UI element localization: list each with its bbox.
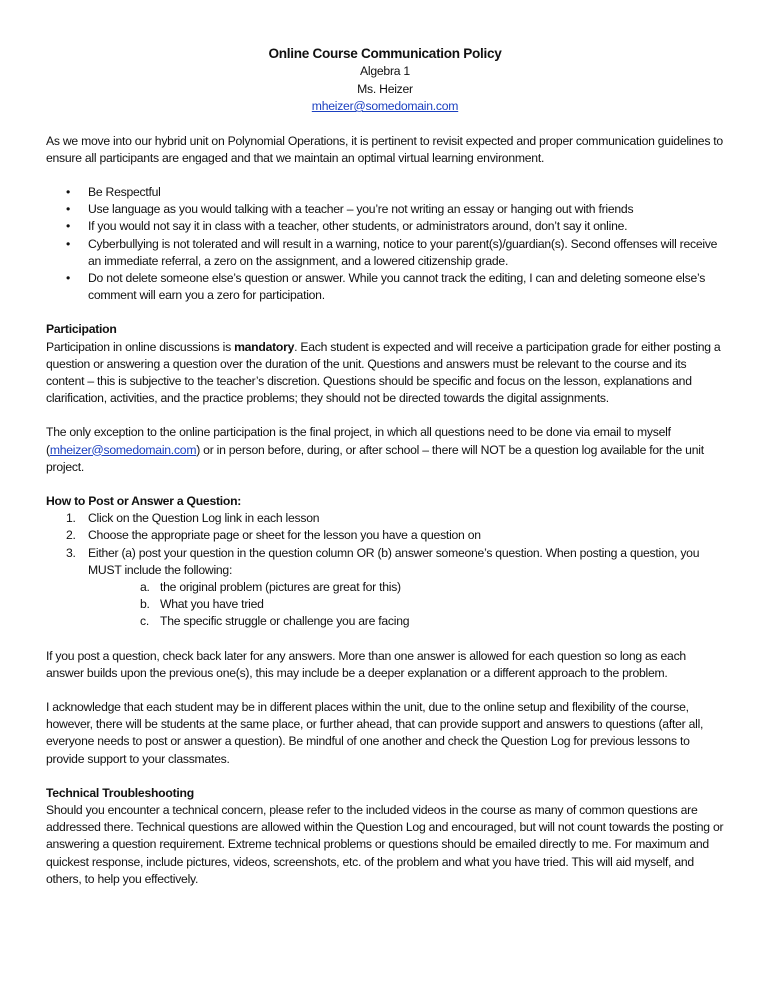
bullet-icon: • <box>66 236 71 251</box>
bullet-icon: • <box>66 219 71 234</box>
teacher-name: Ms. Heizer <box>357 81 413 96</box>
participation-text-start: Participation in online discussions is <box>46 339 235 354</box>
substep-item <box>88 613 724 630</box>
rule-item <box>66 236 724 270</box>
rule-text: Cyberbullying is not tolerated and will result in a warning, notice to your parent(s)/guardian(s). Second offenses will receive an immediate referral, a zero on the assignment, and a lowered citizenship grade. <box>88 236 718 268</box>
step-item <box>46 527 724 544</box>
bullet-icon: • <box>66 184 71 199</box>
step-number: 2. <box>66 528 76 543</box>
rules-list <box>46 184 724 304</box>
bullet-icon: • <box>66 202 71 217</box>
substep-text: What you have tried <box>160 597 264 612</box>
rule-item <box>66 270 724 304</box>
rule-text: Do not delete someone else’s question or answer. While you cannot track the editing, I can and deleting someone else’s comment will earn you a zero for participation. <box>88 270 706 303</box>
step-item <box>46 510 724 527</box>
acknowledge-paragraph: I acknowledge that each student may be in different places within the unit, due to the online setup and flexibility of the course, however, there will be students at the same place, or further ahead, that can provide support and answers to questions (after all, everyone needs to post or answer a question). Be mindful of one another and check the Question Log for previous lessons to provide support to your classmates. <box>46 699 704 766</box>
participation-paragraph <box>46 339 724 408</box>
exception-paragraph <box>46 424 724 476</box>
rule-item <box>66 218 724 235</box>
step-item <box>46 545 724 631</box>
howto-heading: How to Post or Answer a Question: <box>46 493 242 508</box>
participation-heading: Participation <box>46 322 117 337</box>
course-name: Algebra 1 <box>360 64 410 78</box>
exception-email-link[interactable]: mheizer@somedomain.com <box>49 442 197 457</box>
rule-item <box>66 201 724 218</box>
participation-text-end: . Each student is expected and will receive a participation grade for either posting a question or answering a question over the duration of the unit. Questions and answers must be relevant to the course and its content – this is subjective to the teacher’s discretion. Questions should be specific and focus on the lesson, explanations and clarification, activities, and the practice problems; they should not be directed towards the digital assignments. <box>46 339 721 406</box>
rule-text: Use language as you would talking with a teacher – you’re not writing an essay or hanging out with friends <box>88 202 634 217</box>
mandatory-emphasis: mandatory <box>234 339 295 354</box>
step-text: Click on the Question Log link in each lesson <box>88 511 320 526</box>
substep-item <box>88 596 724 613</box>
bullet-icon: • <box>66 270 71 285</box>
rule-text: If you would not say it in class with a teacher, other students, or administrators around, don’t say it online. <box>88 219 628 234</box>
step-number: 1. <box>66 511 76 526</box>
substep-letter: b. <box>140 597 150 612</box>
teacher-email-link[interactable]: mheizer@somedomain.com <box>311 99 459 113</box>
exception-text-end: ) or in person before, during, or after school – there will NOT be a question log available for the unit project. <box>46 442 704 474</box>
document-header <box>46 44 724 116</box>
step-number: 3. <box>66 545 76 560</box>
substep-text: The specific struggle or challenge you are facing <box>160 614 410 629</box>
howto-steps-list <box>46 510 724 630</box>
answers-paragraph: If you post a question, check back later for any answers. More than one answer is allowed for each question so long as each answer builds upon the previous one(s), this may include be a deeper explanation or a different approach to the problem. <box>46 648 686 680</box>
substep-text: the original problem (pictures are great for this) <box>160 579 401 594</box>
substep-letter: c. <box>140 614 149 629</box>
technical-paragraph: Should you encounter a technical concern, please refer to the included videos in the course as many of common questions are addressed there. Technical questions are allowed within the Question Log and encouraged, but will not count towards the posting or answering a question requirement. Extreme technical problems or questions should be emailed directly to me. For maximum and quickest response, include pictures, videos, screenshots, etc. of the problem and what you have tried. This will aid myself, and others, to help you effectively. <box>46 803 724 886</box>
step-text: Choose the appropriate page or sheet for the lesson you have a question on <box>88 528 481 543</box>
substep-letter: a. <box>140 579 150 594</box>
rule-text: Be Respectful <box>88 184 161 199</box>
substep-item <box>88 579 724 596</box>
technical-heading: Technical Troubleshooting <box>46 785 194 800</box>
step-text: Either (a) post your question in the question column OR (b) answer someone’s question. When posting a question, you MUST include the following: <box>88 545 700 577</box>
substeps-list <box>88 579 724 631</box>
exception-text-start: The only exception to the online participation is the final project, in which all questions need to be done via email to myself ( <box>46 425 671 457</box>
rule-item <box>66 184 724 201</box>
intro-paragraph: As we move into our hybrid unit on Polynomial Operations, it is pertinent to revisit expected and proper communication guidelines to ensure all participants are engaged and that we maintain an optimal virtual learning environment. <box>46 133 723 165</box>
document-title: Online Course Communication Policy <box>268 46 502 61</box>
